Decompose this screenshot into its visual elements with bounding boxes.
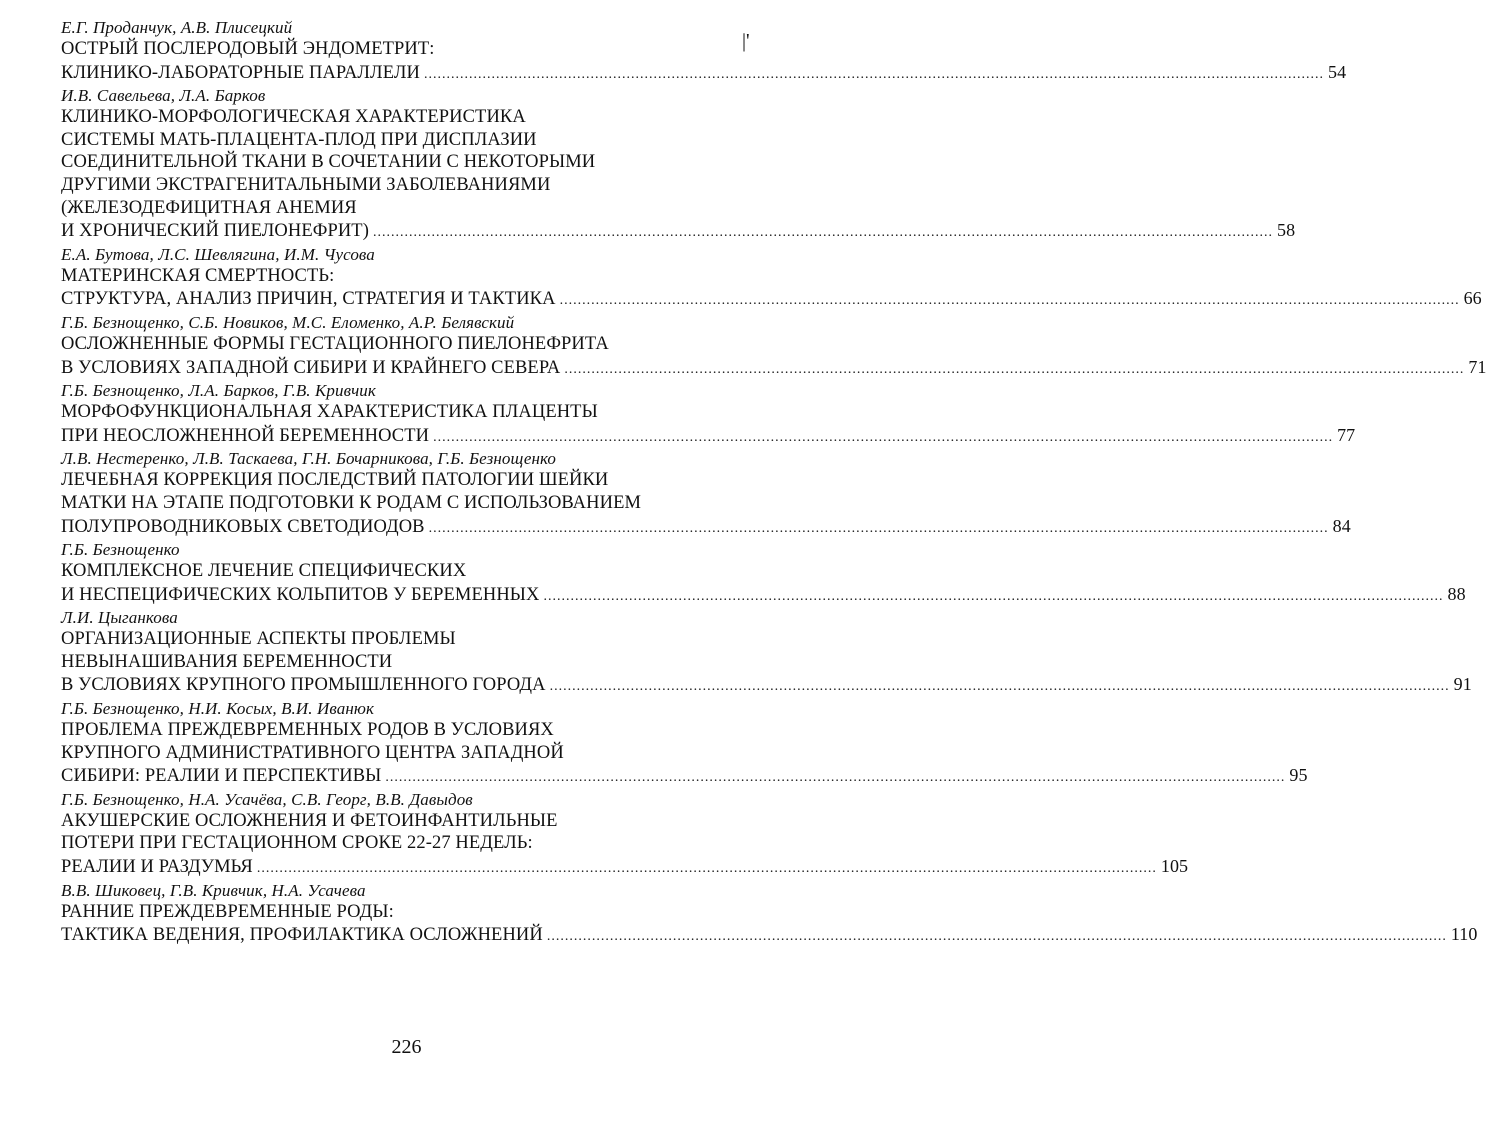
entry-authors: Е.Г. Проданчук, А.В. Плисецкий bbox=[61, 18, 293, 37]
toc-entry bbox=[61, 789, 1189, 881]
entry-page-number: 71 bbox=[1468, 356, 1487, 377]
entry-authors: Г.Б. Безнощенко, С.Б. Новиков, М.С. Еломенко, А.Р. Белявский bbox=[61, 312, 515, 332]
leader-dots: ........................................................................................................................................................................................................ bbox=[423, 66, 1324, 82]
toc-entry bbox=[61, 449, 1351, 540]
entry-page-number: 77 bbox=[1337, 424, 1356, 445]
entry-title-last-line bbox=[61, 673, 1472, 699]
leader-dots: ........................................................................................................................................................................................................ bbox=[385, 770, 1286, 786]
toc-entry bbox=[61, 312, 1487, 381]
entry-title-line: ЛЕЧЕБНАЯ КОРРЕКЦИЯ ПОСЛЕДСТВИЙ ПАТОЛОГИИ ШЕЙКИ bbox=[61, 470, 609, 491]
entry-page-number: 66 bbox=[1463, 288, 1482, 309]
entry-page-number: 91 bbox=[1453, 674, 1472, 695]
entry-title-text: И ХРОНИЧЕСКИЙ ПИЕЛОНЕФРИТ) bbox=[61, 221, 369, 242]
entry-title-line: РАННИЕ ПРЕЖДЕВРЕМЕННЫЕ РОДЫ: bbox=[61, 901, 394, 922]
toc-entry bbox=[61, 699, 1308, 790]
table-of-contents bbox=[61, 18, 1487, 949]
leader-dots: ........................................................................................................................................................................................................ bbox=[428, 520, 1329, 536]
leader-dots: ........................................................................................................................................................................................................ bbox=[546, 929, 1447, 945]
entry-page-number: 84 bbox=[1332, 515, 1351, 536]
entry-title-line: ПОТЕРИ ПРИ ГЕСТАЦИОННОМ СРОКЕ 22-27 НЕДЕЛЬ: bbox=[61, 833, 533, 854]
corner-mark: |' bbox=[742, 30, 750, 52]
entry-title-line: МАТЕРИНСКАЯ СМЕРТНОСТЬ: bbox=[61, 265, 335, 286]
entry-title-last-line bbox=[61, 515, 1351, 541]
entry-title-text: В УСЛОВИЯХ КРУПНОГО ПРОМЫШЛЕННОГО ГОРОДА bbox=[61, 675, 546, 696]
entry-authors: Г.Б. Безнощенко, Н.И. Косых, В.И. Иванюк bbox=[61, 699, 374, 719]
entry-title-last-line bbox=[61, 764, 1308, 790]
toc-entry bbox=[61, 86, 1296, 245]
entry-title-line: МОРФОФУНКЦИОНАЛЬНАЯ ХАРАКТЕРИСТИКА ПЛАЦЕНТЫ bbox=[61, 402, 598, 423]
entry-authors: Е.А. Бутова, Л.С. Шевлягина, И.М. Чусова bbox=[61, 244, 375, 264]
page-number: 226 bbox=[391, 1036, 422, 1058]
entry-title-text: СТРУКТУРА, АНАЛИЗ ПРИЧИН, СТРАТЕГИЯ И ТАКТИКА bbox=[61, 289, 556, 310]
entry-title-line: НЕВЫНАШИВАНИЯ БЕРЕМЕННОСТИ bbox=[61, 651, 393, 672]
leader-dots: ........................................................................................................................................................................................................ bbox=[256, 861, 1157, 877]
toc-entry bbox=[61, 540, 1466, 608]
entry-title-text: КЛИНИКО-ЛАБОРАТОРНЫЕ ПАРАЛЛЕЛИ bbox=[61, 62, 420, 83]
entry-title-line: (ЖЕЛЕЗОДЕФИЦИТНАЯ АНЕМИЯ bbox=[61, 197, 357, 218]
leader-dots: ........................................................................................................................................................................................................ bbox=[433, 429, 1334, 445]
entry-authors: Л.И. Цыганкова bbox=[61, 608, 178, 628]
entry-title-line: АКУШЕРСКИЕ ОСЛОЖНЕНИЯ И ФЕТОИНФАНТИЛЬНЫЕ bbox=[61, 810, 558, 831]
entry-title-line: МАТКИ НА ЭТАПЕ ПОДГОТОВКИ К РОДАМ С ИСПОЛЬЗОВАНИЕМ bbox=[61, 492, 642, 513]
leader-dots: ........................................................................................................................................................................................................ bbox=[549, 679, 1450, 695]
entry-title-text: СИБИРИ: РЕАЛИИ И ПЕРСПЕКТИВЫ bbox=[61, 766, 382, 787]
leader-dots: ........................................................................................................................................................................................................ bbox=[543, 588, 1444, 604]
entry-title-line: КЛИНИКО-МОРФОЛОГИЧЕСКАЯ ХАРАКТЕРИСТИКА bbox=[61, 107, 526, 128]
entry-title-line: СОЕДИНИТЕЛЬНОЙ ТКАНИ В СОЧЕТАНИИ С НЕКОТОРЫМИ bbox=[61, 152, 596, 173]
toc-entry bbox=[61, 18, 1347, 86]
entry-title-text: ПРИ НЕОСЛОЖНЕННОЙ БЕРЕМЕННОСТИ bbox=[61, 425, 430, 446]
entry-title-line: ОСЛОЖНЕННЫЕ ФОРМЫ ГЕСТАЦИОННОГО ПИЕЛОНЕФРИТА bbox=[61, 333, 609, 354]
entry-title-line: КОМПЛЕКСНОЕ ЛЕЧЕНИЕ СПЕЦИФИЧЕСКИХ bbox=[61, 561, 467, 582]
entry-authors: Г.Б. Безнощенко, Н.А. Усачёва, С.В. Георг, В.В. Давыдов bbox=[61, 789, 473, 809]
toc-entry bbox=[61, 244, 1482, 313]
entry-title-text: ПОЛУПРОВОДНИКОВЫХ СВЕТОДИОДОВ bbox=[61, 516, 425, 537]
entry-title-last-line bbox=[61, 287, 1482, 313]
entry-authors: Г.Б. Безнощенко bbox=[61, 540, 180, 560]
entry-title-last-line bbox=[61, 424, 1356, 450]
toc-entry bbox=[61, 381, 1356, 449]
entry-title-last-line bbox=[61, 923, 1478, 949]
entry-page-number: 58 bbox=[1276, 220, 1296, 241]
entry-title-text: РЕАЛИИ И РАЗДУМЬЯ bbox=[61, 857, 253, 878]
entry-page-number: 95 bbox=[1289, 765, 1308, 786]
entry-title-text: ТАКТИКА ВЕДЕНИЯ, ПРОФИЛАКТИКА ОСЛОЖНЕНИЙ bbox=[61, 925, 543, 946]
leader-dots: ........................................................................................................................................................................................................ bbox=[564, 361, 1465, 377]
entry-title-last-line bbox=[61, 356, 1487, 382]
entry-title-line: ПРОБЛЕМА ПРЕЖДЕВРЕМЕННЫХ РОДОВ В УСЛОВИЯХ bbox=[61, 720, 554, 741]
entry-title-text: И НЕСПЕЦИФИЧЕСКИХ КОЛЬПИТОВ У БЕРЕМЕННЫХ bbox=[61, 584, 540, 605]
entry-title-line: ОРГАНИЗАЦИОННЫЕ АСПЕКТЫ ПРОБЛЕМЫ bbox=[61, 629, 456, 650]
entry-authors: Л.В. Нестеренко, Л.В. Таскаева, Г.Н. Бочарникова, Г.Б. Безнощенко bbox=[61, 449, 557, 469]
entry-title-last-line bbox=[61, 61, 1347, 87]
entry-title-last-line bbox=[61, 583, 1466, 609]
leader-dots: ........................................................................................................................................................................................................ bbox=[559, 293, 1460, 309]
toc-entry bbox=[61, 608, 1472, 699]
leader-dots: ........................................................................................................................................................................................................ bbox=[372, 225, 1273, 241]
entry-authors: И.В. Савельева, Л.А. Барков bbox=[61, 86, 266, 106]
entry-title-line: ДРУГИМИ ЭКСТРАГЕНИТАЛЬНЫМИ ЗАБОЛЕВАНИЯМИ bbox=[61, 174, 551, 195]
entry-title-last-line bbox=[61, 219, 1296, 245]
entry-title-line: СИСТЕМЫ МАТЬ-ПЛАЦЕНТА-ПЛОД ПРИ ДИСПЛАЗИИ bbox=[61, 129, 537, 150]
entry-page-number: 54 bbox=[1327, 61, 1347, 82]
entry-authors: В.В. Шиковец, Г.В. Кривчик, Н.А. Усачева bbox=[61, 880, 366, 900]
entry-title-text: В УСЛОВИЯХ ЗАПАДНОЙ СИБИРИ И КРАЙНЕГО СЕВЕРА bbox=[61, 357, 561, 378]
entry-authors: Г.Б. Безнощенко, Л.А. Барков, Г.В. Кривчик bbox=[61, 381, 376, 401]
entry-title-line: КРУПНОГО АДМИНИСТРАТИВНОГО ЦЕНТРА ЗАПАДНОЙ bbox=[61, 742, 564, 763]
entry-page-number: 110 bbox=[1450, 924, 1478, 945]
entry-title-line: ОСТРЫЙ ПОСЛЕРОДОВЫЙ ЭНДОМЕТРИТ: bbox=[61, 39, 435, 59]
entry-title-last-line bbox=[61, 855, 1189, 881]
entry-page-number: 88 bbox=[1447, 583, 1466, 604]
entry-page-number: 105 bbox=[1160, 856, 1189, 877]
toc-entry bbox=[61, 880, 1478, 949]
